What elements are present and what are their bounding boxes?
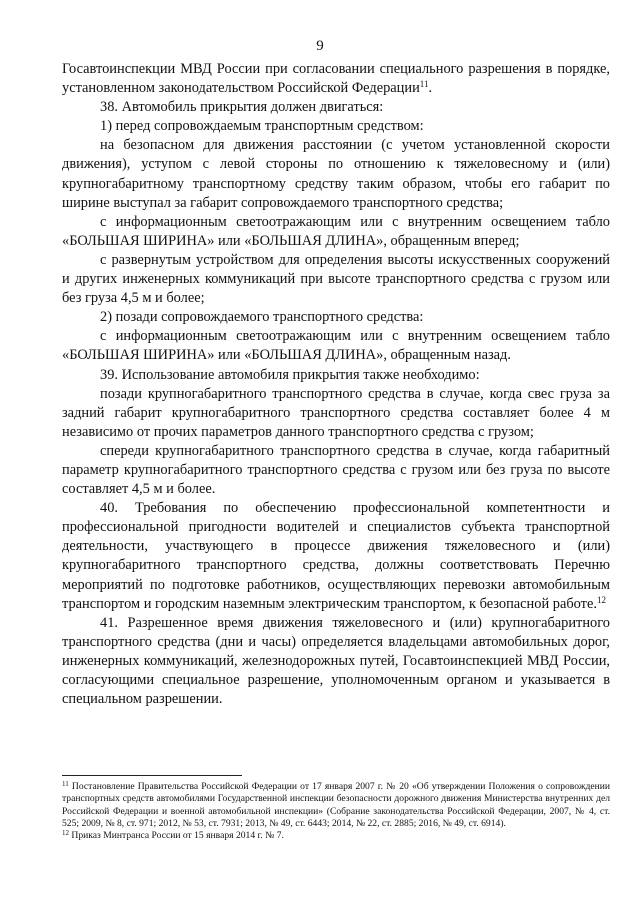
footnotes (62, 781, 610, 842)
paragraph-38-2: 2) позади сопровождаемого транспортного средства: (100, 309, 424, 326)
footnote-11: $^{11}$ Постановление Правительства Российской Федерации от 17 января 2007 г. № 20 «Об утверждении Положения о сопровождении транспортных средств автомобилями Государственной инспекции безопасности дорожного движения Министерства внутренних дел Российской Федерации и военной автомобильной инспекции» (Собрание законодательства Российской Федерации, 2007, № 4, ст. 525; 2009, № 8, ст. 971; 2012, № 53, ст. 7931; 2013, № 49, ст. 6443; 2014, № 22, ст. 2885; 2016, № 49, ст. 6914). (62, 780, 610, 829)
paragraph-38-1: 1) перед сопровождаемым транспортным средством: (100, 118, 424, 135)
paragraph-38-1-sign-front: с информационным светоотражающим или с внутренним освещением табло «БОЛЬШАЯ ШИРИНА» или «БОЛЬШАЯ ДЛИНА», обращенным вперед; (62, 213, 610, 249)
page-number: 9 (316, 38, 324, 54)
paragraph-39-front: спереди крупногабаритного транспортного средства в случае, когда габаритный параметр крупногабаритного транспортного средства с грузом или без груза по высоте составляет 4,5 м и более. (62, 442, 610, 498)
footnote-12: $^{12}$ Приказ Минтранса России от 15 января 2014 г. № 7. (62, 829, 284, 842)
footnote-divider (62, 775, 242, 776)
paragraph-41: 41. Разрешенное время движения тяжеловесного и (или) крупногабаритного транспортного средства (дни и часы) определяется владельцами автомобильных дорог, инженерных коммуникаций, железнодорожных путей, Госавтоинспекцией МВД России, согласующими специальное разрешение, уполномоченным органом и указывается в специальном разрешении. (62, 614, 610, 708)
paragraph-39-rear: позади крупногабаритного транспортного средства в случае, когда свес груза за задний габарит крупногабаритного транспортного средства составляет более 4 м независимо от прочих параметров данного транспортного средства с грузом; (62, 385, 610, 440)
footnote-ref[interactable]: 11 (419, 79, 429, 90)
paragraph-38-1-distance: на безопасном для движения расстоянии (с учетом установленной скорости движения), уступом с левой стороны по отношению к тяжеловесному и (или) крупногабаритному транспортному средству таким образом, чтобы его габарит по ширине выступал за габарит сопровождаемого транспортного средства; (62, 137, 610, 211)
paragraph-continuation: Госавтоинспекции МВД России при согласовании специального разрешения в порядке, установленном законодательством Российской Федерации$^{11}$. (62, 61, 610, 97)
footnote-ref[interactable]: 12 (596, 594, 606, 605)
paragraph-39: 39. Использование автомобиля прикрытия также необходимо: (100, 366, 480, 383)
paragraph-38-1-height-device: с развернутым устройством для определения высоты искусственных сооружений и других инженерных коммуникаций при высоте транспортного средства с грузом или без груза 4,5 м и более; (62, 251, 610, 307)
document-body (62, 60, 610, 709)
paragraph-40: 40. Требования по обеспечению профессиональной компетентности и профессиональной пригодности водителей и специалистов субъекта транспортной деятельности, участвующего в процессе движения тяжеловесного и (или) крупногабаритного транспортного средства, должны соответствовать Перечню мероприятий по подготовке работников, осуществляющих перевозки автомобильным транспортом и городским наземным электрическим транспортом, к безопасной работе.$^{12}$ (62, 500, 610, 612)
paragraph-38: 38. Автомобиль прикрытия должен двигаться: (100, 99, 384, 116)
paragraph-38-2-sign-rear: с информационным светоотражающим или с внутренним освещением табло «БОЛЬШАЯ ШИРИНА» или «БОЛЬШАЯ ДЛИНА», обращенным назад. (62, 328, 610, 364)
